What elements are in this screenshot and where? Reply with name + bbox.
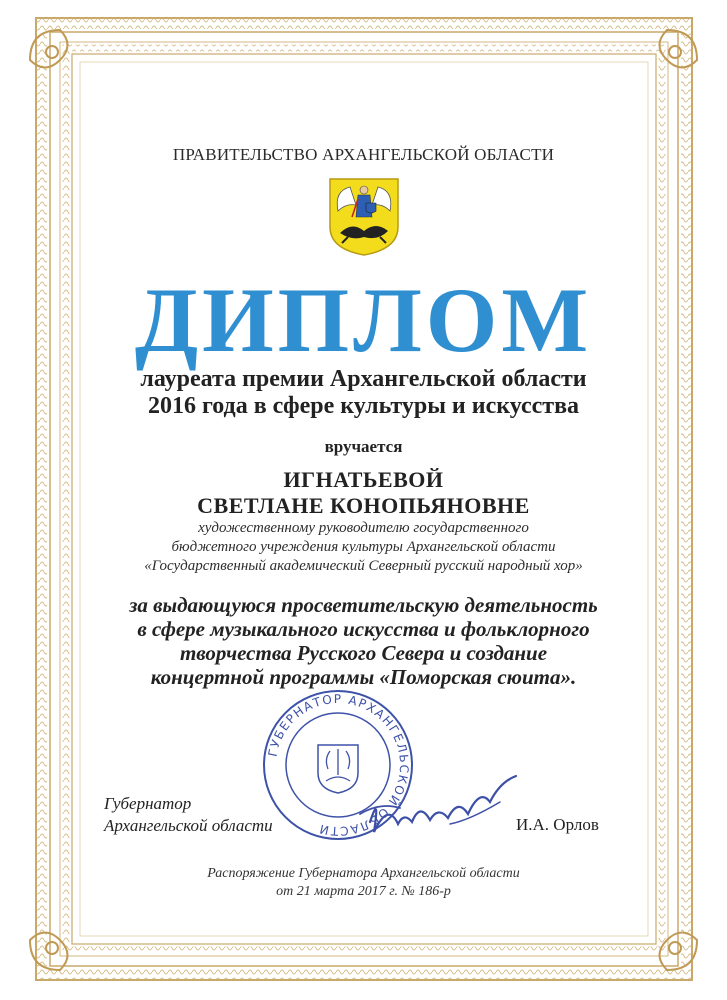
merit-statement bbox=[0, 593, 727, 689]
decree-line: от 21 марта 2017 г. № 186-р bbox=[276, 884, 451, 899]
svg-text:ГУБЕРНАТОР АРХАНГЕЛЬСКОЙ ОБЛАС: ГУБЕРНАТОР АРХАНГЕЛЬСКОЙ ОБЛАСТИ bbox=[265, 691, 412, 839]
merit-line: творчества Русского Севера и создание bbox=[179, 641, 548, 665]
merit-line: за выдающуюся просветительскую деятельность bbox=[129, 593, 598, 617]
issuer-title: ПРАВИТЕЛЬСТВО АРХАНГЕЛЬСКОЙ ОБЛАСТИ bbox=[172, 145, 555, 164]
merit-line: в сфере музыкального искусства и фольклорного bbox=[137, 617, 590, 641]
signatory-title-line: Губернатор bbox=[104, 794, 192, 813]
award-subtitle bbox=[0, 366, 727, 420]
governor-signature bbox=[340, 762, 530, 852]
subtitle-line: 2016 года в сфере культуры и искусства bbox=[147, 393, 580, 419]
position-line: бюджетного учреждения культуры Архангельской области bbox=[171, 539, 556, 555]
position-line: «Государственный академический Северный русский народный хор» bbox=[144, 558, 583, 574]
signatory-name: И.А. Орлов bbox=[516, 815, 599, 834]
signatory-title-line: Архангельской области bbox=[104, 816, 273, 835]
recipient-surname: ИГНАТЬЕВОЙ bbox=[283, 467, 444, 492]
merit-line: концертной программы «Поморская сюита». bbox=[150, 665, 577, 689]
decree-line: Распоряжение Губернатора Архангельской области bbox=[207, 866, 520, 881]
recipient-name bbox=[0, 467, 727, 519]
recipient-position bbox=[0, 519, 727, 576]
diploma-heading: ДИПЛОМ bbox=[134, 269, 593, 371]
awarded-text: вручается bbox=[324, 437, 403, 456]
recipient-given-names: СВЕТЛАНЕ КОНОПЬЯНОВНЕ bbox=[197, 493, 530, 518]
decree-reference bbox=[0, 865, 727, 901]
position-line: художественному руководителю государственного bbox=[198, 520, 529, 536]
signatory-title bbox=[104, 793, 273, 837]
subtitle-line: лауреата премии Архангельской области bbox=[140, 366, 587, 392]
coat-of-arms-icon bbox=[328, 177, 400, 257]
